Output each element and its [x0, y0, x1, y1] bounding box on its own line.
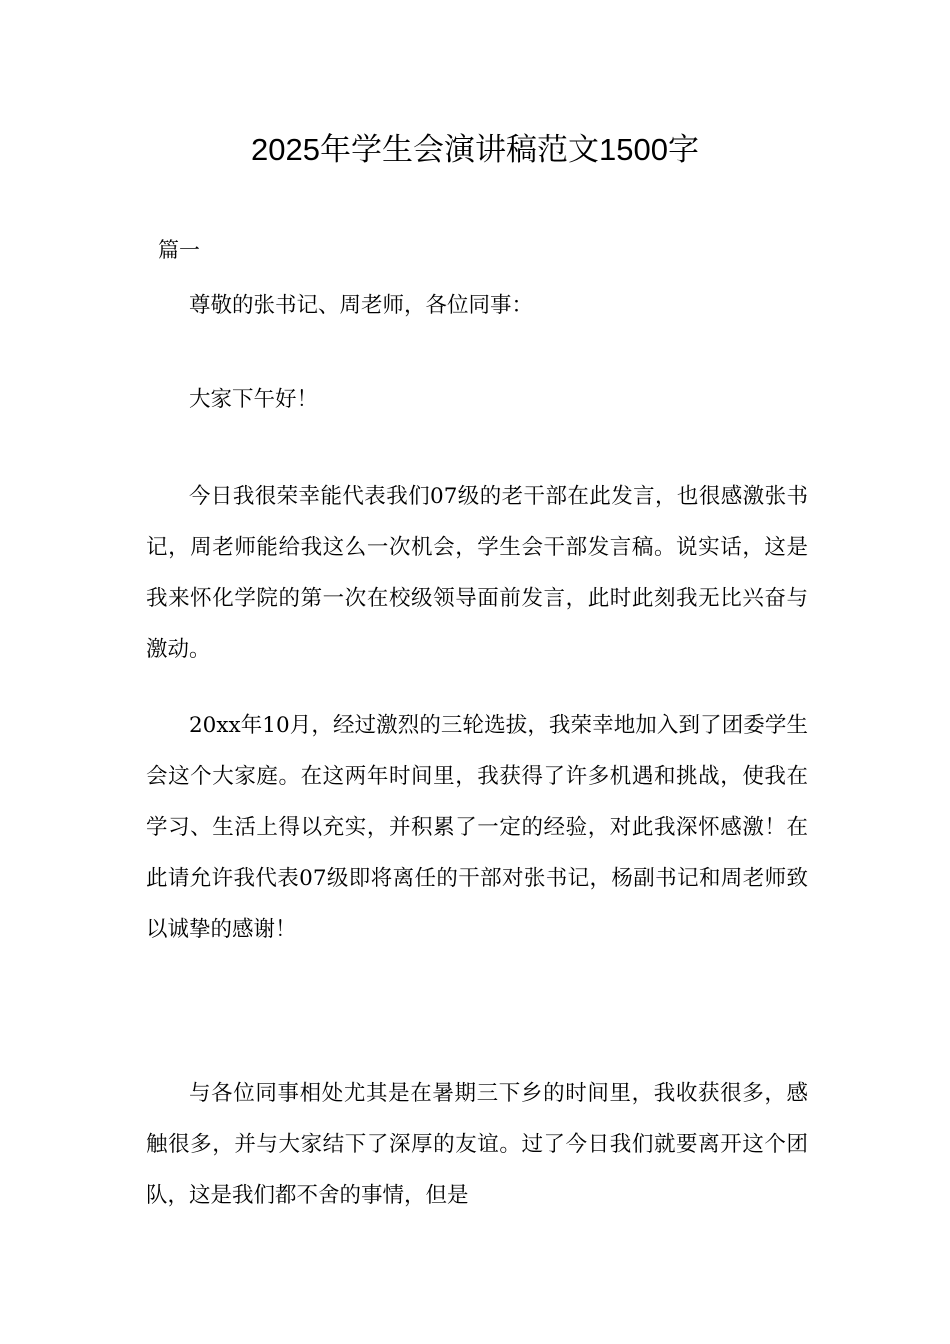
paragraph-body: 今日我很荣幸能代表我们07级的老干部在此发言，也很感激张书记，周老师能给我这么一次机会，学生会干部发言稿。说实话，这是我来怀化学院的第一次在校级领导面前发言，此时此刻我无比兴奋与激动。	[146, 484, 808, 662]
section-label: 篇一	[158, 238, 200, 262]
document-title: 2025年学生会演讲稿范文1500字	[251, 132, 699, 167]
paragraph-body: 与各位同事相处尤其是在暑期三下乡的时间里，我收获很多，感触很多，并与大家结下了深厚的友谊。过了今日我们就要离开这个团队，这是我们都不舍的事情，但是	[146, 1081, 808, 1208]
paragraph-salutation: 尊敬的张书记、周老师，各位同事：	[189, 293, 534, 318]
paragraph-body: 20xx年10月，经过激烈的三轮选拔，我荣幸地加入到了团委学生会这个大家庭。在这两年时间里，我获得了许多机遇和挑战，使我在学习、生活上得以充实，并积累了一定的经验，对此我深怀感激！在此请允许我代表07级即将离任的干部对张书记，杨副书记和周老师致以诚挚的感谢！	[146, 713, 808, 942]
paragraph-greeting: 大家下午好！	[189, 387, 319, 412]
